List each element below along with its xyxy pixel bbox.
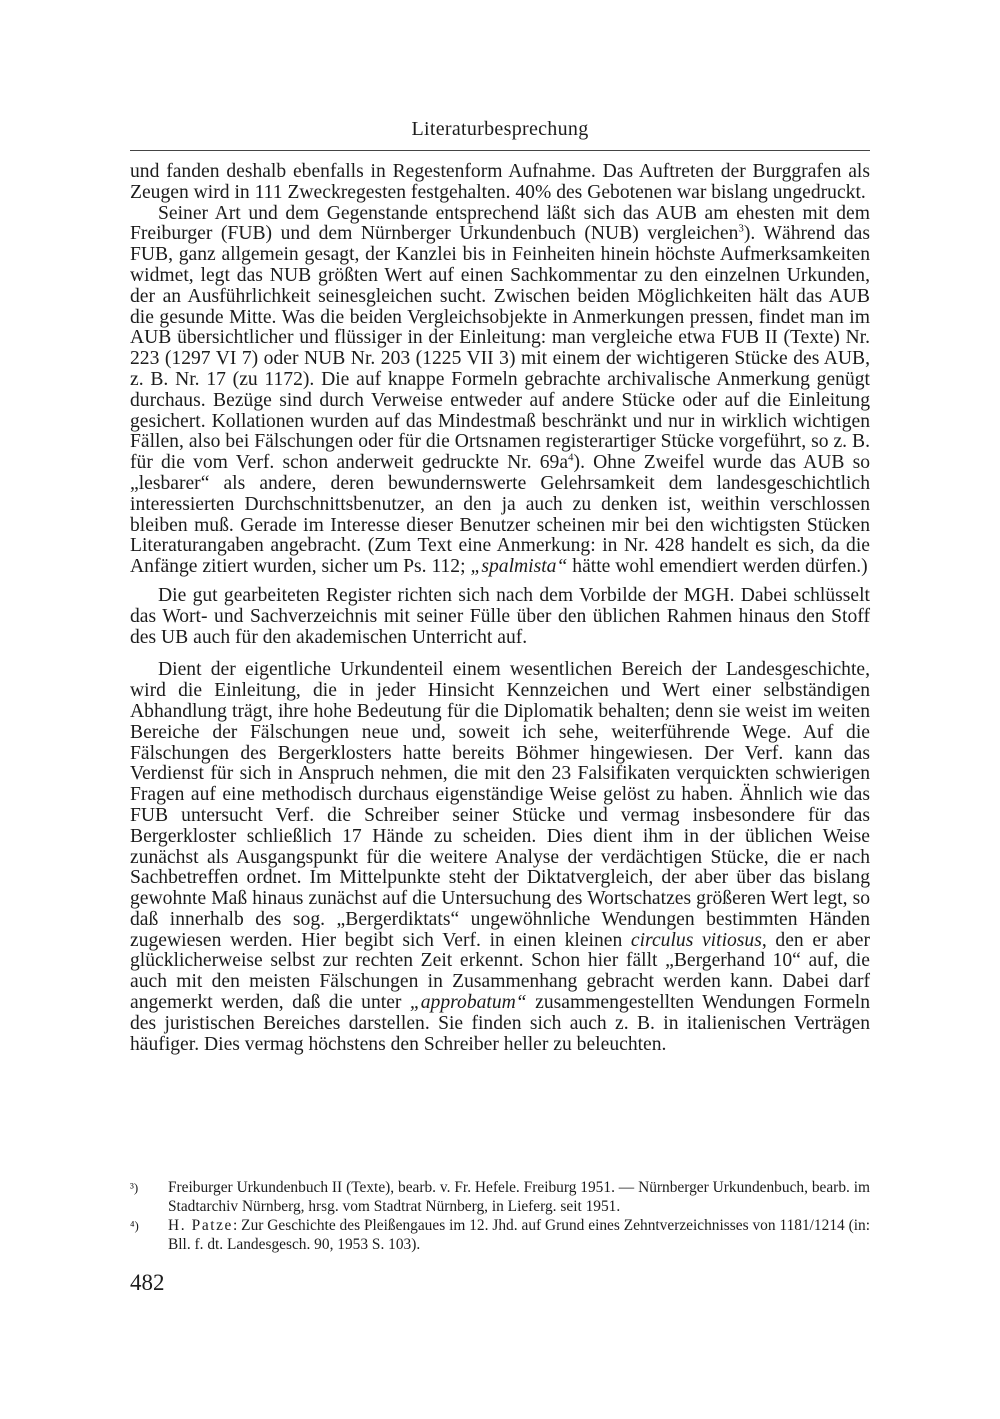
- paragraph-3: Die gut gearbeiteten Register richten sich nach dem Vorbilde der MGH. Dabei schlüsselt das Wort- und Sachverzeichnis mit seiner Fülle über den üblichen Rahmen hinaus den Stoff des UB auch für den akademischen Unterricht auf.: [130, 584, 870, 648]
- footnote-4-mark: ⁴): [130, 1218, 139, 1233]
- footnote-4-text: : Zur Geschichte des Pleißengaues im 12. Jhd. auf Grund eines Zehntverzeichnisses von 1181/1214 (in: Bll. f. dt. Landesgesch. 90, 1953 S. 103).: [168, 1217, 870, 1253]
- footnote-4-body: [168, 1216, 870, 1254]
- header-rule: [130, 150, 870, 151]
- paragraph-4-italic-circulus: circulus vitiosus: [630, 929, 762, 951]
- page-number: 482: [130, 1270, 165, 1295]
- paragraph-2: [130, 204, 870, 578]
- paragraph-2-italic-spalmista: „spalmista“: [470, 556, 568, 578]
- footnote-ref-4[interactable]: 4: [568, 451, 574, 464]
- footnote-3: [130, 1178, 870, 1216]
- footnote-ref-3[interactable]: 3: [738, 222, 744, 235]
- paragraph-2-part-d: hätte wohl emendiert werden dürfen.): [567, 556, 868, 578]
- paragraph-1: und fanden deshalb ebenfalls in Regestenform Aufnahme. Das Auftreten der Burggrafen als Zeugen wird in 111 Zweckregesten festgehalten. 40% des Gebotenen war bislang ungedruckt.: [130, 161, 870, 203]
- running-head-title: Literaturbesprechung: [411, 118, 589, 140]
- paragraph-2-part-c: ). Ohne Zweifel wurde das AUB so „lesbarer“ als andere, deren bewundernswerte Gelehrsamkeit dem landesgeschichtlich interessierten Durchschnittsbenutzer, an den ja auch zu denken ist, weithin verschlossen bleiben muß. Gerade im Interesse dieser Benutzer scheinen mir bei den wichtigsten Stücken Literaturangaben angebracht. (Zum Text eine Anmerkung: in Nr. 428 handelt es sich, da die Anfänge zitiert wurden, sicher um Ps. 112;: [130, 452, 870, 578]
- paragraph-4-italic-approbatum: „approbatum“: [409, 992, 527, 1014]
- paragraph-4-part-c: zusammengestellten Wendungen Formeln des juristischen Bereiches darstellen. Sie finden sich auch z. B. in italienischen Verträgen häufiger. Dies vermag höchstens den Schreiber heller zu beleuchten.: [130, 992, 870, 1055]
- paragraph-2-part-b: ). Während das FUB, ganz allgemein gesagt, der Kanzlei bis in Feinheiten hinein höchste Aufmerksamkeiten widmet, legt das NUB größten Wert auf einen Sachkommentar zu den einzelnen Urkunden, der an Ausführlichkeit seinesgleichen sucht. Zwischen beiden Möglichkeiten hält das AUB die gesunde Mitte. Was die beiden Vergleichsobjekte in Anmerkungen pressen, findet man im AUB übersichtlicher und flüssiger in der Einleitung: man vergleiche etwa FUB II (Texte) Nr. 223 (1297 VI 7) oder NUB Nr. 203 (1225 VII 3) mit einem der wichtigeren Stücke des AUB, z. B. Nr. 17 (zu 1172). Die auf knappe Formeln gebrachte archivalische Anmerkung genügt durchaus. Bezüge sind durch Verweise entweder auf andere Stücke oder auf die Einleitung gesichert. Kollationen wurden auf das Mindestmaß beschränkt und nur in wirklich wichtigen Fällen, also bei Fälschungen oder für die Ortsnamen registerartiger Stücke vorgeführt, so z. B. für die vom Verf. schon anderweit gedruckte Nr. 69a: [130, 223, 870, 474]
- footnote-4: [130, 1216, 870, 1254]
- paragraph-4-part-b: , den er aber glücklicherweise selbst zur rechten Zeit erkennt. Schon hier fällt „Bergerhand 10“ auf, die auch mit den meisten Fälschungen in Zusammenhang gebracht werden kann. Dabei darf angemerkt werden, daß die unter: [130, 929, 870, 1014]
- body-text: [130, 162, 870, 1055]
- paragraph-4-part-a: Dient der eigentliche Urkundenteil einem wesentlichen Bereich der Landesgeschichte, wird die Einleitung, die in jeder Hinsicht Kennzeichen und Wert einer selbständigen Abhandlung trägt, ihre hohe Bedeutung für die Diplomatik behalten; denn sie weist im weiten Bereiche der Fälschungen neue und, soweit ich sehe, weiterführende Wege. Auf die Fälschungen des Bergerklosters hatte bereits Böhmer hingewiesen. Der Verf. kann das Verdienst für sich in Anspruch nehmen, die mit den 23 Falsifikaten verquickten schwierigen Fragen auf eine methodisch durchaus eigenständige Weise gelöst zu haben. Ähnlich wie das FUB untersucht Verf. die Schreiber seiner Stücke und vermag insbesondere für das Bergerkloster schließlich 17 Hände zu scheiden. Dies dient ihm in der üblichen Weise zunächst als Ausgangspunkt für die weitere Analyse der verdächtigen Stücke, die er nach Sachbetreffen ordnet. Im Mittelpunkte steht der Diktatvergleich, der aber über das bislang gewohnte Maß hinaus zunächst auf die Untersuchung des Wortschatzes größeren Wert legt, so daß innerhalb des sog. „Bergerdiktats“ ungewöhnliche Wendungen bestimmten Händen zugewiesen werden. Hier begibt sich Verf. in einen kleinen: [130, 659, 870, 951]
- paragraph-4: [130, 660, 870, 1055]
- paragraph-2-part-a: Seiner Art und dem Gegenstande entsprechend läßt sich das AUB am ehesten mit dem Freiburger (FUB) und dem Nürnberger Urkundenbuch (NUB) vergleichen: [130, 202, 870, 245]
- footnote-3-text: Freiburger Urkundenbuch II (Texte), bearb. v. Fr. Hefele. Freiburg 1951. — Nürnberger Urkundenbuch, bearb. im Stadtarchiv Nürnberg, hrsg. vom Stadtrat Nürnberg, in Lieferg. seit 1951.: [168, 1179, 870, 1215]
- footnote-3-mark: ³): [130, 1180, 139, 1195]
- footnote-4-author: H. Patze: [168, 1217, 233, 1234]
- footnotes: [130, 1178, 870, 1254]
